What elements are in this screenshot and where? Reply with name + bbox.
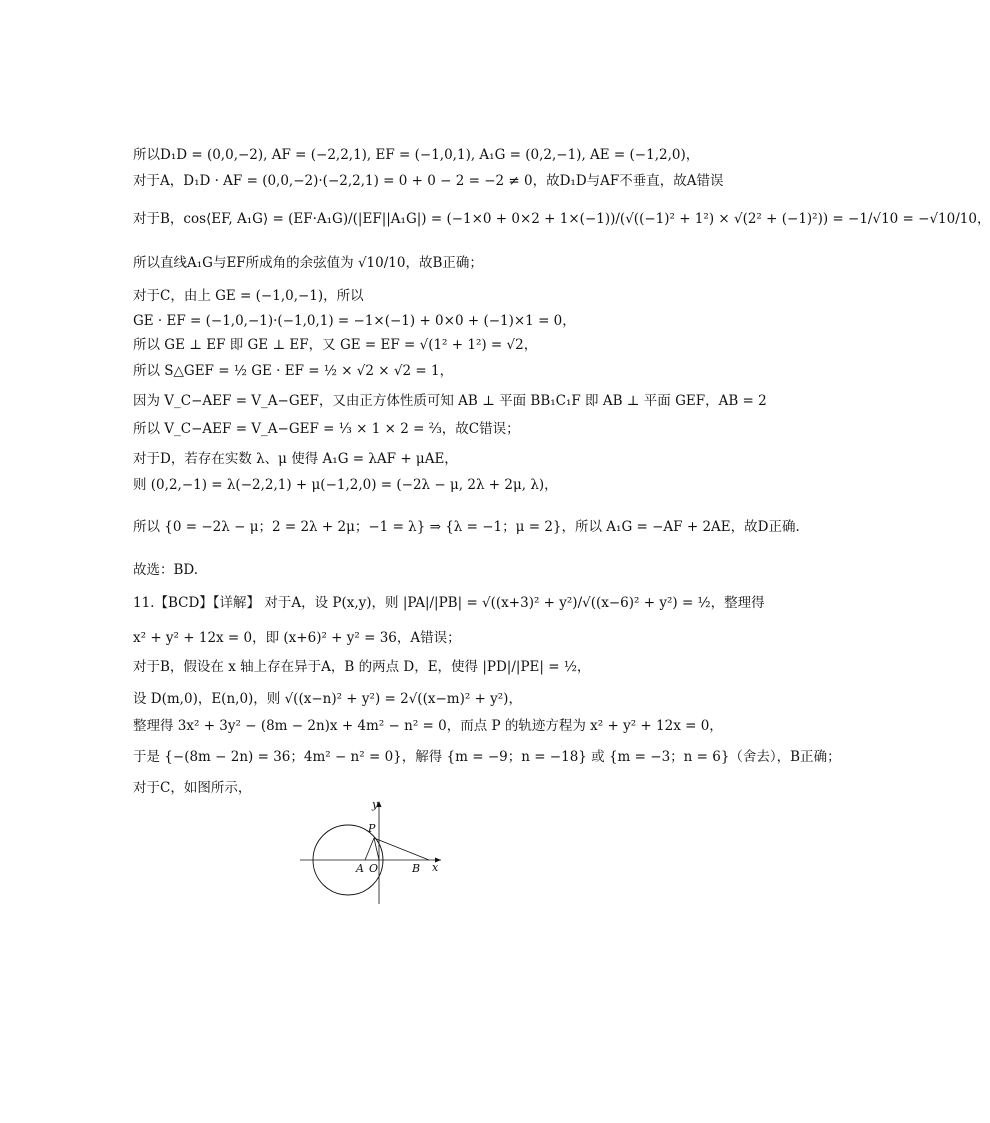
text-line: 所以 S△GEF = ½ GE · EF = ½ × √2 × √2 = 1， [133,363,454,379]
x-axis-label: x [432,861,439,874]
point-a-label: A [356,862,364,875]
text-line: 整理得 3x² + 3y² − (8m − 2n)x + 4m² − n² = 0，而点 P 的轨迹方程为 x² + y² + 12x = 0， [133,718,723,734]
text-line: 所以 GE ⊥ EF 即 GE ⊥ EF，又 GE = EF = √(1² + 1²) = √2， [133,337,538,353]
origin-label: O [369,862,379,875]
text-line: 对于B，cos⟨EF, A₁G⟩ = (EF·A₁G)/(|EF||A₁G|) = (−1×0 + 0×2 + 1×(−1))/(√((−1)² + 1²) × √(2² + (−1)²)) = −1/√10 = −√10/10， [133,211,990,227]
text-line: 于是 {−(8m − 2n) = 36；4m² − n² = 0}，解得 {m = −9；n = −18} 或 {m = −3；n = 6}（舍去），B正确； [133,749,841,765]
point-b-label: B [412,862,421,875]
text-line: 对于C，如图所示， [133,780,252,796]
text-line: 所以D₁D = (0,0,−2), AF = (−2,2,1), EF = (−1,0,1), A₁G = (0,2,−1), AE = (−1,2,0)， [133,147,700,163]
text-line: 对于C，由上 GE = (−1,0,−1)，所以 [133,288,364,304]
circle-diagram [295,797,450,905]
text-line: 所以直线A₁G与EF所成角的余弦值为 √10/10，故B正确； [133,255,483,271]
text-line: 11.【BCD】【详解】 对于A，设 P(x,y)，则 |PA|/|PB| = √((x+3)² + y²)/√((x−6)² + y²) = ½，整理得 [133,595,765,611]
text-line: 则 (0,2,−1) = λ(−2,2,1) + μ(−1,2,0) = (−2λ − μ, 2λ + 2μ, λ)， [133,477,558,493]
text-line: 所以 V_C−AEF = V_A−GEF = ⅓ × 1 × 2 = ⅔，故C错误； [133,421,520,437]
text-line: 所以 {0 = −2λ − μ；2 = 2λ + 2μ；−1 = λ} ⇒ {λ = −1；μ = 2}，所以 A₁G = −AF + 2AE，故D正确. [133,519,800,535]
text-line: x² + y² + 12x = 0，即 (x+6)² + y² = 36，A错误； [133,630,461,646]
text-line: 故选：BD. [133,562,199,578]
text-line: 对于A，D₁D · AF = (0,0,−2)·(−2,2,1) = 0 + 0 − 2 = −2 ≠ 0，故D₁D与AF不垂直，故A错误 [133,173,724,189]
text-line: GE · EF = (−1,0,−1)·(−1,0,1) = −1×(−1) + 0×0 + (−1)×1 = 0， [133,313,576,329]
y-axis-label: y [372,798,379,811]
text-line: 对于D，若存在实数 λ、μ 使得 A₁G = λAF + μAE， [133,451,458,467]
point-p-label: P [368,822,376,835]
text-line: 设 D(m,0)，E(n,0)，则 √((x−n)² + y²) = 2√((x−m)² + y²)， [133,691,522,707]
text-line: 对于B，假设在 x 轴上存在异于A，B 的两点 D，E，使得 |PD|/|PE| = ½， [133,659,591,675]
text-line: 因为 V_C−AEF = V_A−GEF，又由正方体性质可知 AB ⊥ 平面 BB₁C₁F 即 AB ⊥ 平面 GEF，AB = 2 [133,393,767,409]
